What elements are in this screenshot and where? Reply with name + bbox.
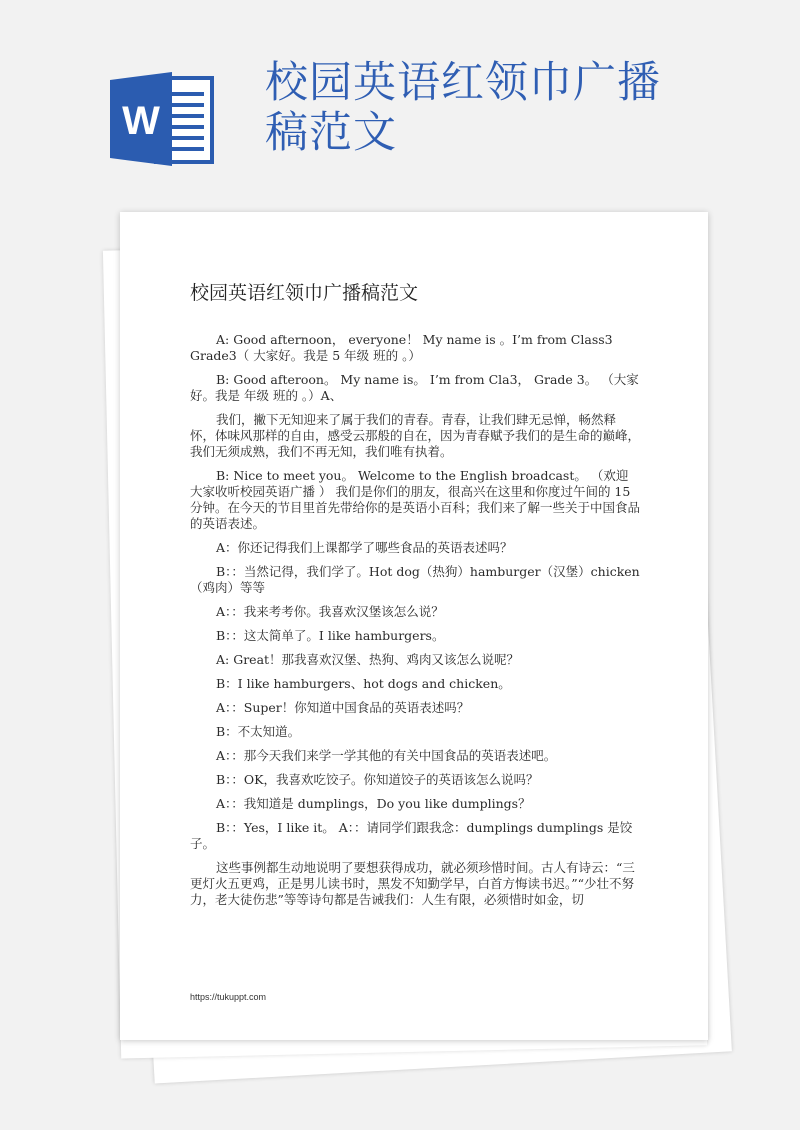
paragraph: A：：我来考考你。我喜欢汉堡该怎么说？ bbox=[216, 604, 444, 619]
paragraph: A: Good afternoon， everyone！ My name is 。I’m from Class3 Grade3（ 大家好。我是 5 年级 班的 。） bbox=[190, 332, 613, 363]
word-document-icon bbox=[110, 72, 214, 166]
paragraph: A：：我知道是 dumplings，Do you like dumplings？ bbox=[216, 796, 531, 811]
paragraph: B：：OK，我喜欢吃饺子。你知道饺子的英语该怎么说吗？ bbox=[216, 772, 539, 787]
document-body bbox=[190, 278, 640, 916]
paragraph: A：：那今天我们来学一学其他的有关中国食品的英语表述吧。 bbox=[216, 748, 557, 763]
paragraph: B: Good afteroon。 My name is。 I’m from Cla3， Grade 3。 （大家好。我是 年级 班的 。）A、 bbox=[190, 372, 639, 403]
paragraph: A: Great！那我喜欢汉堡、热狗、鸡肉又该怎么说呢？ bbox=[216, 652, 520, 667]
paragraph: B: Nice to meet you。 Welcome to the English broadcast。 （欢迎大家收听校园英语广播 ） 我们是你们的朋友，很高兴在这里和你度过午间的 15 分钟。在今天的节目里首先带给你的是英语小百科；我们来了解一些关于中国食品的英语表述。 bbox=[190, 468, 641, 531]
paragraph: B：：Yes，I like it。 A：：请同学们跟我念：dumplings dumplings 是饺子。 bbox=[190, 820, 633, 851]
paragraph: B：：这太简单了。I like hamburgers。 bbox=[216, 628, 445, 643]
footer-url: https://tukuppt.com bbox=[190, 992, 267, 1002]
paragraph: 我们，撇下无知迎来了属于我们的青春。青春，让我们肆无忌惮，畅然释怀，体味风那样的自由，感受云那般的自在，因为青春赋予我们的是生命的巅峰，我们无须成熟，我们不再无知，我们唯有执着。 bbox=[190, 412, 641, 459]
paragraph: 这些事例都生动地说明了要想获得成功，就必须珍惜时间。古人有诗云：“三更灯火五更鸡，正是男儿读书时，黑发不知勤学早，白首方悔读书迟。”“少壮不努力，老大徒伤悲”等等诗句都是告诫我们：人生有限，必须惜时如金，切 bbox=[190, 860, 635, 907]
paragraph: B：不太知道。 bbox=[216, 724, 301, 739]
document-title: 校园英语红领巾广播稿范文 bbox=[190, 282, 419, 304]
word-logo-letter: W bbox=[122, 99, 160, 143]
paragraph: A：你还记得我们上课都学了哪些食品的英语表述吗？ bbox=[216, 540, 513, 555]
paragraph: B：I like hamburgers、hot dogs and chicken。 bbox=[216, 676, 511, 691]
page-title: 校园英语红领巾广播稿范文 bbox=[265, 58, 661, 158]
paragraph: B：：当然记得，我们学了。Hot dog（热狗）hamburger（汉堡）chicken（鸡肉）等等 bbox=[190, 564, 640, 595]
paragraph: A：：Super！你知道中国食品的英语表述吗？ bbox=[216, 700, 470, 715]
